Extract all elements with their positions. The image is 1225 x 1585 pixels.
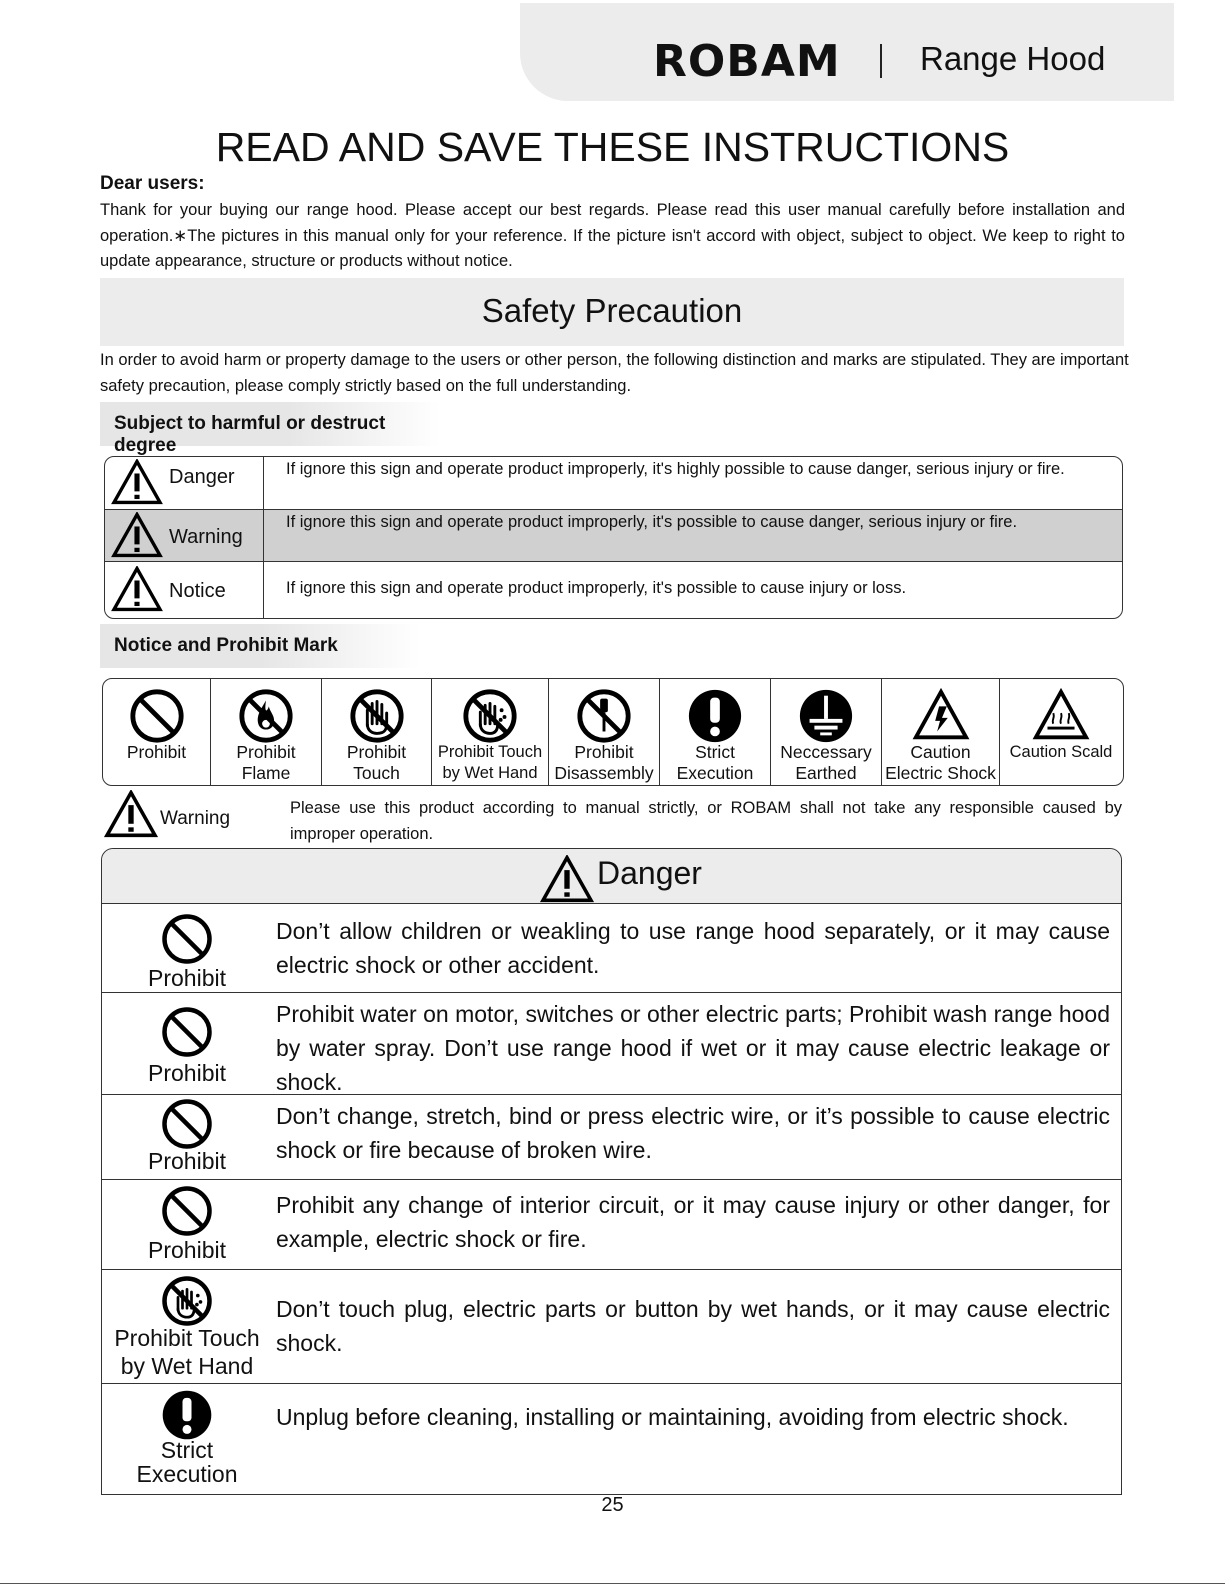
danger-text: Don’t change, stretch, bind or press electric wire, or it’s possible to cause electric shock or fire because of broken wire. [276,1103,1110,1163]
footer-line [0,1583,1225,1584]
mark-label: Prohibit [574,742,634,762]
danger-icon-label: Strict [160,1437,214,1463]
page-title: READ AND SAVE THESE INSTRUCTIONS [215,124,1010,170]
mark-table [102,678,1124,786]
product-name: Range Hood [920,40,1106,77]
mark-label: Strict [695,742,735,762]
mark-label: Prohibit Touch [437,743,543,761]
mark-label-2: by Wet Hand [442,764,538,782]
mark-earthed [771,679,881,785]
prohibit-icon [160,912,214,966]
danger-text: Prohibit water on motor, switches or other electric parts; Prohibit wash range hood by water spray. Don’t use range hood if wet or it may cause electric leakage or shock. [276,1001,1110,1095]
mark-divider [431,679,432,785]
degree-label: Danger [169,466,235,488]
danger-icon-cell [102,993,272,1094]
mark-prohibit-touch [322,679,431,785]
mark-prohibit-flame [211,679,321,785]
warning-triangle-icon [111,459,163,505]
mark-divider [659,679,660,785]
danger-icon-label: Prohibit [148,1148,226,1174]
mark-label: Neccessary [780,742,872,762]
danger-header [102,849,1121,904]
prohibit-icon [160,1184,214,1238]
mark-prohibit [103,679,210,785]
strict-execution-icon [160,1388,214,1442]
section-title: Safety Precaution [481,292,743,329]
warning-label: Warning [160,808,231,829]
danger-icon-cell [102,904,272,992]
intro-paragraph: Thank for your buying our range hood. Please accept our best regards. Please read this user manual carefully before installation and operation.∗The pictures in this manual only for your reference. If the picture isn't accord with object, subject to object. We keep to right to update appearance, structure or products without notice. [100,201,1125,270]
prohibit-flame-icon [237,687,295,745]
danger-icon-cell [102,1095,272,1179]
mark-label-2: Touch [353,763,400,783]
danger-icon-cell [102,1270,272,1383]
danger-row [102,1270,1121,1384]
mark-heading [100,624,420,668]
degree-row-notice [105,562,1122,618]
brand-logo: ROBAM [653,36,841,87]
mark-divider [321,679,322,785]
danger-icon-cell [102,1384,272,1492]
mark-strict-execution [660,679,770,785]
danger-title: Danger [597,855,702,891]
greeting: Dear users: [100,173,205,194]
mark-label: Prohibit [236,742,296,762]
danger-icon-label-2: Execution [136,1461,238,1487]
precaution-paragraph: In order to avoid harm or property damage to the users or other person, the following distinction and marks are stipulated. They are important safety precaution, please comply strictly based on the full understanding. [100,351,1129,395]
degree-table [104,456,1123,619]
page-number: 25 [601,1494,624,1516]
danger-icon-label: Prohibit [148,1237,226,1263]
danger-row [102,1384,1121,1492]
degree-label-cell [105,457,264,509]
earthed-icon [797,687,855,745]
danger-icon-label: Prohibit [148,965,226,991]
strict-execution-icon [686,687,744,745]
degree-label-cell [105,562,264,618]
degree-label-cell [105,510,264,561]
mark-label-2: Execution [676,763,754,783]
mark-heading-text: Notice and Prohibit Mark [114,635,338,656]
mark-label-2: Flame [241,763,291,783]
danger-text: Don’t touch plug, electric parts or button by wet hands, or it may cause electric shock. [276,1296,1110,1356]
mark-divider [548,679,549,785]
warning-triangle-icon [539,855,595,903]
mark-electric-shock [882,679,999,785]
danger-icon-label: Prohibit [148,1060,226,1086]
danger-row [102,904,1121,993]
degree-row-danger [105,457,1122,510]
scald-icon [1032,687,1090,745]
mark-label: Caution Scald [1009,743,1113,761]
danger-text: Don’t allow children or weakling to use range hood separately, or it may cause electric shock or other accident. [276,918,1110,978]
prohibit-icon [160,1097,214,1151]
prohibit-icon [128,687,186,745]
mark-label: Caution [910,742,971,762]
electric-shock-icon [912,687,970,745]
mark-label-2: Earthed [795,763,857,783]
mark-divider [770,679,771,785]
mark-prohibit-wet-hand [432,679,548,785]
warning-triangle-icon [111,566,163,612]
degree-text: If ignore this sign and operate product improperly, it's possible to cause injury or loss. [286,579,907,597]
prohibit-touch-icon [348,687,406,745]
degree-text: If ignore this sign and operate product improperly, it's possible to cause danger, serious injury or fire. [286,513,1018,531]
degree-text: If ignore this sign and operate product improperly, it's highly possible to cause danger, serious injury or fire. [286,460,1065,478]
header-separator [880,44,882,78]
degree-label: Warning [169,526,243,548]
mark-prohibit-disassembly [549,679,659,785]
mark-divider [881,679,882,785]
mark-label-2: Electric Shock [885,763,996,783]
degree-heading-text: Subject to harmful or destruct degree [114,413,386,456]
prohibit-icon [160,1005,214,1059]
danger-text: Unplug before cleaning, installing or maintaining, avoiding from electric shock. [276,1404,1069,1430]
warning-triangle-icon [104,790,158,838]
danger-icon-cell [102,1180,272,1269]
mark-divider [210,679,211,785]
prohibit-disassembly-icon [575,687,633,745]
degree-heading [100,402,440,456]
mark-label: Prohibit [126,742,187,762]
warning-triangle-icon [111,512,163,558]
danger-row [102,993,1121,1095]
mark-label: Prohibit [346,742,407,762]
danger-row [102,1180,1121,1270]
danger-row [102,1095,1121,1180]
warning-text: Please use this product according to manual strictly, or ROBAM shall not take any responsible caused by improper operation. [290,799,1122,843]
mark-label-2: Disassembly [554,763,654,783]
mark-scald [1000,679,1122,785]
degree-label: Notice [169,580,226,602]
danger-icon-label-2: by Wet Hand [120,1353,254,1379]
danger-text: Prohibit any change of interior circuit, or it may cause injury or other danger, for example, electric shock or fire. [276,1192,1110,1252]
degree-row-warning [105,510,1122,562]
prohibit-wet-hand-icon [160,1274,214,1328]
mark-divider [999,679,1000,785]
prohibit-wet-hand-icon [461,687,519,745]
danger-icon-label: Prohibit Touch [114,1325,260,1351]
danger-table [101,848,1122,1495]
